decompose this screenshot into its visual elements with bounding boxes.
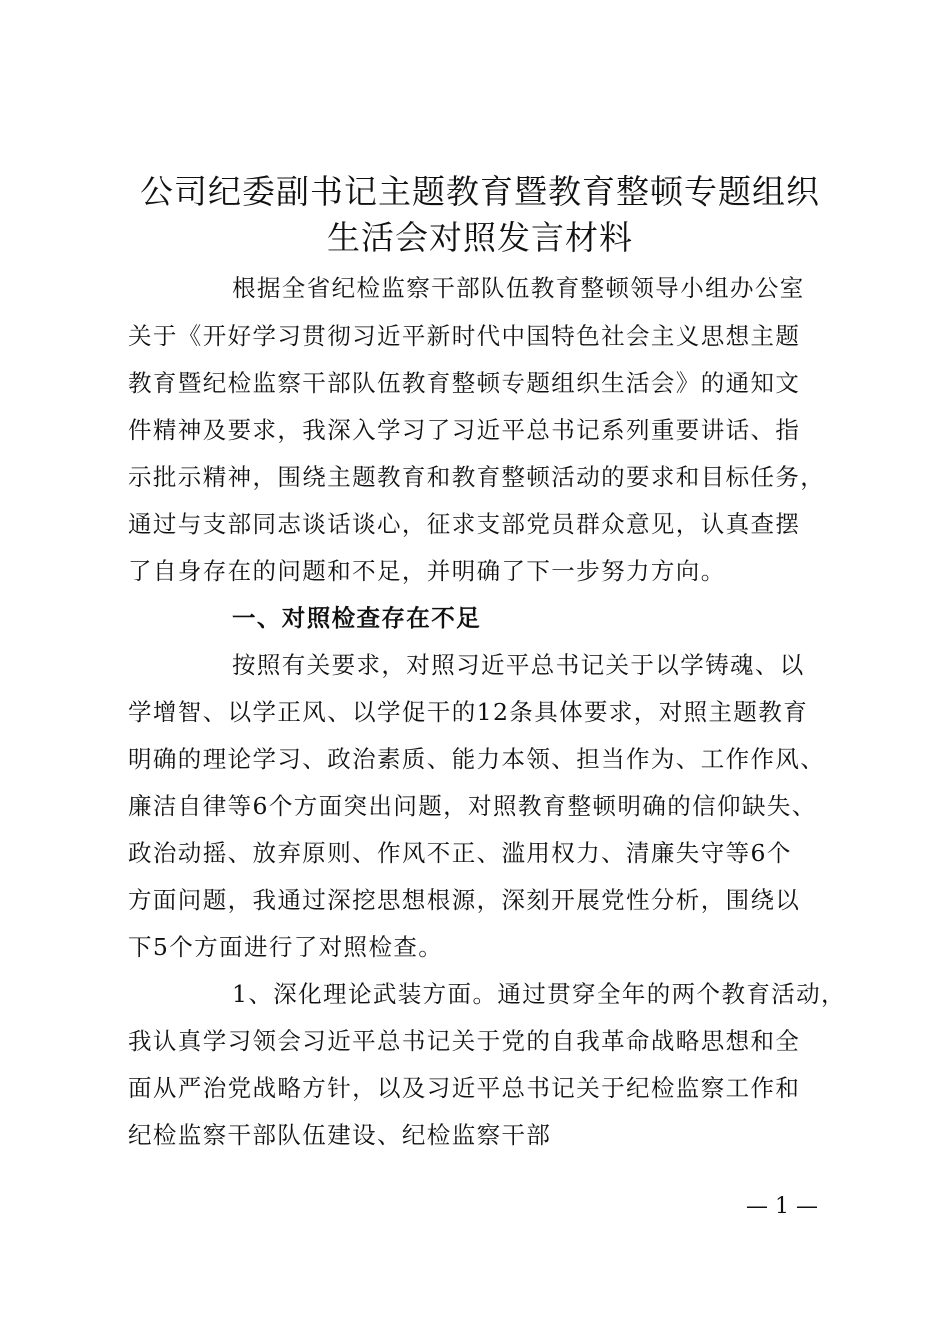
paragraph-1-line: 通过与支部同志谈话谈心，征求支部党员群众意见，认真查摆 [128, 510, 801, 538]
page-number: — 1 — [746, 1194, 818, 1219]
paragraph-2-line: 明确的理论学习、政治素质、能力本领、担当作为、工作作风、 [128, 745, 826, 773]
paragraph-1-line: 根据全省纪检监察干部队伍教育整顿领导小组办公室 [232, 274, 805, 302]
document-title-line-2: 生活会对照发言材料 [327, 218, 633, 257]
paragraph-2-line: 政治动摇、放弃原则、作风不正、滥用权力、清廉失守等6个 [128, 839, 792, 867]
paragraph-3-line: 纪检监察干部队伍建设、纪检监察干部 [128, 1121, 552, 1149]
document-title-line-1: 公司纪委副书记主题教育暨教育整顿专题组织 [140, 172, 820, 211]
paragraph-3-line: 面从严治党战略方针，以及习近平总书记关于纪检监察工作和 [128, 1074, 801, 1102]
paragraph-2-line: 廉洁自律等6个方面突出问题，对照教育整顿明确的信仰缺失、 [128, 792, 817, 820]
paragraph-1-line: 教育暨纪检监察干部队伍教育整顿专题组织生活会》的通知文 [128, 369, 801, 397]
paragraph-1-line: 件精神及要求，我深入学习了习近平总书记系列重要讲话、指 [128, 416, 801, 444]
paragraph-3-line: 1、深化理论武装方面。通过贯穿全年的两个教育活动， [232, 980, 846, 1008]
paragraph-1-line: 关于《开好学习贯彻习近平新时代中国特色社会主义思想主题 [128, 322, 801, 350]
paragraph-2-line: 下5个方面进行了对照检查。 [128, 933, 444, 961]
paragraph-2-line: 方面问题，我通过深挖思想根源，深刻开展党性分析，围绕以 [128, 886, 801, 914]
paragraph-3-line: 我认真学习领会习近平总书记关于党的自我革命战略思想和全 [128, 1027, 801, 1055]
paragraph-2-line: 按照有关要求，对照习近平总书记关于以学铸魂、以 [232, 651, 805, 679]
paragraph-1-line: 了自身存在的问题和不足，并明确了下一步努力方向。 [128, 557, 726, 585]
paragraph-1-line: 示批示精神，围绕主题教育和教育整顿活动的要求和目标任务， [128, 463, 826, 491]
section-heading: 一、对照检查存在不足 [232, 604, 481, 632]
paragraph-2-line: 学增智、以学正风、以学促干的12条具体要求，对照主题教育 [128, 698, 809, 726]
